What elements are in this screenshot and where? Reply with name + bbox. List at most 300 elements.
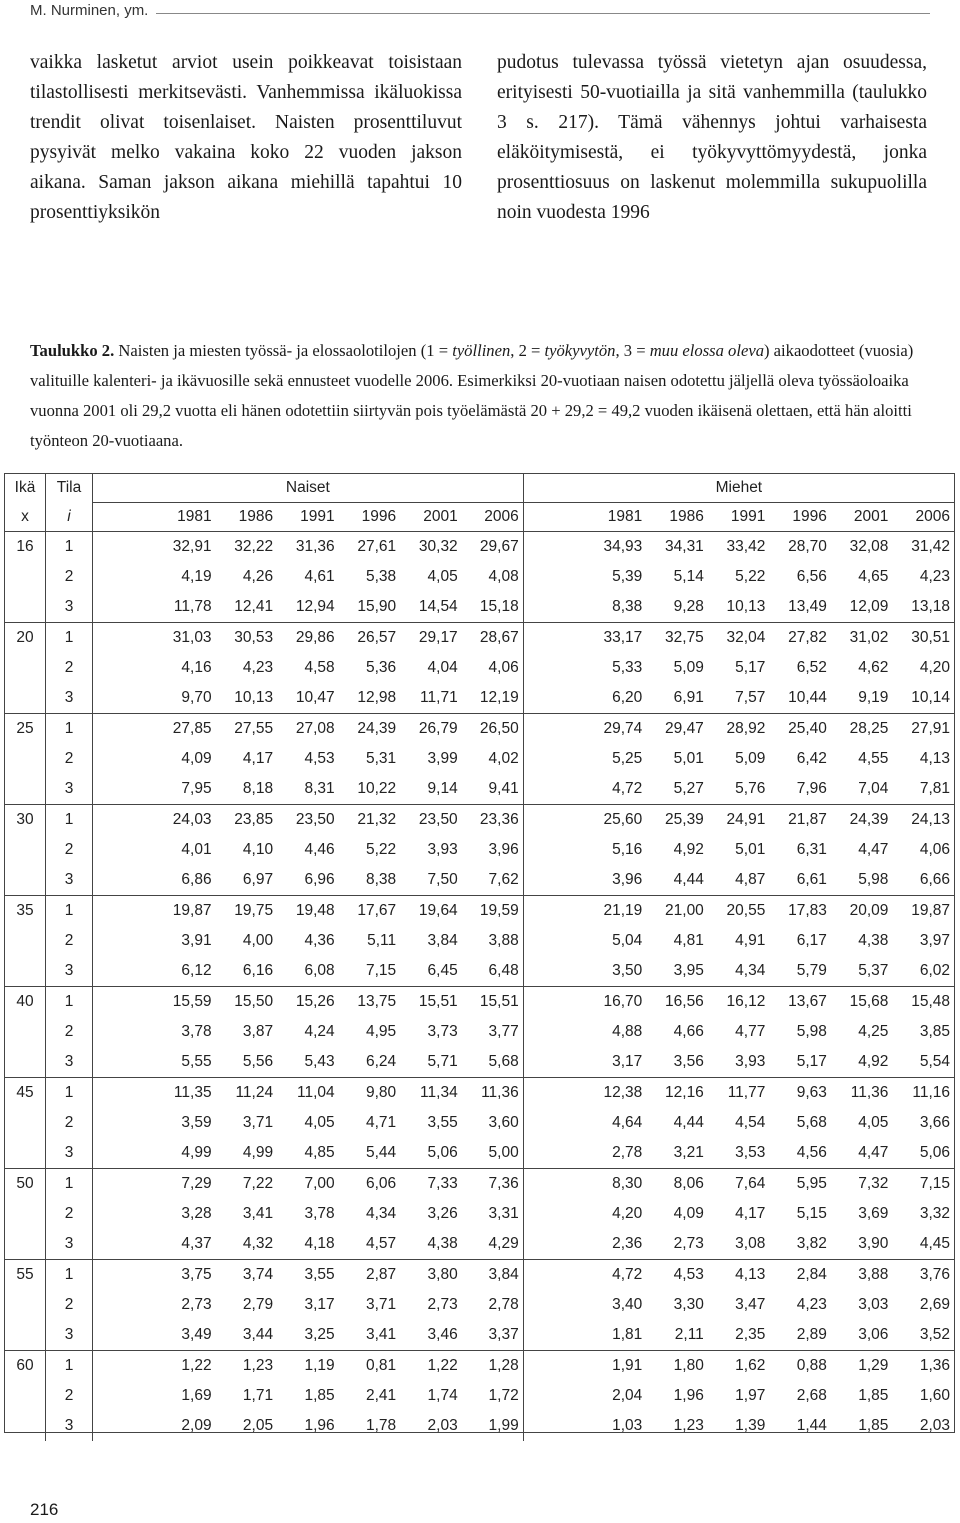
row-state: 3	[46, 1047, 93, 1078]
cell-women-2006: 5,68	[462, 1047, 524, 1078]
cell-men-2001: 7,32	[831, 1169, 893, 1200]
row-age: 30	[5, 805, 46, 836]
table-row	[5, 1260, 954, 1291]
cell-women-1996: 2,41	[365, 1387, 397, 1404]
cell-men-1981: 1,91	[585, 1351, 647, 1382]
cell-men-2006: 31,42	[892, 532, 954, 563]
cell-gap	[523, 1199, 585, 1229]
cell-men-1996: 5,68	[796, 1114, 827, 1131]
data-table	[5, 474, 954, 1441]
cell-men-1996: 25,40	[769, 714, 831, 745]
cell-men-2006: 2,03	[919, 1417, 950, 1434]
cell-gap	[523, 865, 585, 896]
cell-women-1986: 4,23	[242, 659, 274, 676]
cell-men-1981: 21,19	[585, 896, 647, 927]
cell-women-1991: 10,47	[295, 689, 335, 706]
row-state: 3	[46, 865, 93, 896]
cell-men-1986: 8,06	[646, 1169, 708, 1200]
cell-men-2006: 30,51	[892, 623, 954, 654]
cell-men-1991: 10,13	[726, 598, 766, 615]
header-year-women-1986: 1986	[238, 508, 274, 525]
cell-gap	[523, 1290, 585, 1320]
cell-gap	[523, 1320, 585, 1351]
cell-men-1986: 2,73	[673, 1235, 704, 1252]
cell-men-2001: 4,47	[858, 841, 889, 858]
cell-women-1991: 1,19	[277, 1351, 339, 1382]
cell-gap	[93, 1290, 155, 1320]
row-state: 1	[46, 1169, 93, 1200]
cell-men-2001: 4,65	[858, 568, 889, 585]
cell-women-2006: 11,36	[462, 1078, 524, 1109]
cell-women-1991: 23,50	[277, 805, 339, 836]
row-age	[5, 1411, 46, 1441]
row-age: 20	[5, 623, 46, 654]
cell-women-1986: 3,44	[242, 1326, 274, 1343]
cell-gap	[93, 1199, 155, 1229]
cell-women-1996: 12,98	[357, 689, 397, 706]
cell-men-1986: 16,56	[646, 987, 708, 1018]
cell-men-1981: 3,50	[612, 962, 643, 979]
cell-women-1996: 5,31	[365, 750, 397, 767]
cell-men-1996: 28,70	[769, 532, 831, 563]
row-age: 40	[5, 987, 46, 1018]
cell-men-1981: 8,30	[585, 1169, 647, 1200]
cell-women-1981: 3,91	[181, 932, 212, 949]
cell-women-1981: 2,09	[181, 1417, 212, 1434]
cell-men-1996: 21,87	[769, 805, 831, 836]
cell-women-2001: 26,79	[400, 714, 462, 745]
cell-women-1991: 29,86	[277, 623, 339, 654]
running-head-rule	[30, 13, 930, 14]
cell-men-1991: 3,47	[735, 1296, 766, 1313]
cell-women-1996: 3,71	[365, 1296, 397, 1313]
cell-men-1991: 4,17	[735, 1205, 766, 1222]
cell-gap	[523, 1169, 585, 1200]
cell-men-2001: 3,69	[858, 1205, 889, 1222]
cell-women-1991: 4,53	[304, 750, 335, 767]
cell-men-1981: 4,72	[612, 780, 643, 797]
cell-men-1991: 1,39	[735, 1417, 766, 1434]
cell-women-2006: 2,78	[462, 1290, 524, 1320]
cell-women-1991: 6,08	[304, 962, 335, 979]
cell-women-2006: 4,29	[462, 1229, 524, 1260]
header-year-men-1986: 1986	[669, 508, 704, 525]
cell-women-1986: 32,22	[216, 532, 278, 563]
cell-women-1986: 23,85	[216, 805, 278, 836]
cell-men-1981: 4,72	[585, 1260, 647, 1291]
cell-women-1991: 4,61	[304, 568, 335, 585]
cell-men-2001: 3,06	[858, 1326, 889, 1343]
cell-men-1981: 29,74	[585, 714, 647, 745]
cell-women-1991: 3,55	[277, 1260, 339, 1291]
cell-men-1986: 4,81	[673, 932, 704, 949]
cell-women-1996: 27,61	[339, 532, 401, 563]
cell-men-1981: 5,39	[612, 568, 643, 585]
cell-men-1986: 1,80	[646, 1351, 708, 1382]
row-age: 50	[5, 1169, 46, 1200]
cell-women-1991: 31,36	[277, 532, 339, 563]
table-row	[5, 1199, 954, 1229]
cell-women-1991: 4,05	[304, 1114, 335, 1131]
row-state: 2	[46, 744, 93, 774]
cell-women-2001: 9,14	[427, 780, 458, 797]
table-row	[5, 1108, 954, 1138]
table-row	[5, 1381, 954, 1411]
cell-women-1981: 7,29	[154, 1169, 216, 1200]
cell-women-1996: 13,75	[339, 987, 401, 1018]
cell-gap	[523, 1108, 585, 1138]
cell-men-1996: 5,79	[796, 962, 827, 979]
row-age: 35	[5, 896, 46, 927]
cell-women-1981: 3,49	[181, 1326, 212, 1343]
cell-women-1996: 6,06	[339, 1169, 401, 1200]
header-year-men-1996: 1996	[792, 508, 827, 525]
cell-women-1991: 1,96	[304, 1417, 335, 1434]
cell-men-2006: 3,32	[919, 1205, 950, 1222]
cell-gap	[93, 956, 155, 987]
row-state: 3	[46, 1229, 93, 1260]
cell-gap	[93, 1229, 155, 1260]
cell-gap	[93, 1169, 155, 1200]
cell-women-2001: 5,06	[427, 1144, 458, 1161]
cell-men-1981: 3,96	[612, 871, 643, 888]
cell-gap	[523, 896, 585, 927]
cell-women-1991: 11,04	[277, 1078, 339, 1109]
cell-women-2006: 3,84	[462, 1260, 524, 1291]
cell-men-1981: 34,93	[585, 532, 647, 563]
cell-women-2006: 3,37	[462, 1320, 524, 1351]
cell-men-1986: 5,27	[673, 780, 704, 797]
cell-women-1991: 1,85	[304, 1387, 335, 1404]
cell-women-1981: 32,91	[154, 532, 216, 563]
cell-women-2006: 7,36	[462, 1169, 524, 1200]
row-state: 2	[46, 562, 93, 592]
table-row	[5, 865, 954, 896]
cell-men-1991: 20,55	[708, 896, 770, 927]
cell-men-2006: 1,60	[919, 1387, 950, 1404]
cell-men-2006: 4,13	[919, 750, 950, 767]
cell-women-2001: 2,73	[427, 1296, 458, 1313]
row-state: 3	[46, 774, 93, 805]
cell-women-2001: 3,93	[427, 841, 458, 858]
cell-women-1981: 3,59	[181, 1114, 212, 1131]
table-row	[5, 805, 954, 836]
cell-men-1981: 5,16	[612, 841, 643, 858]
row-age	[5, 1047, 46, 1078]
header-year-men-2006: 2006	[915, 508, 950, 525]
cell-men-2001: 32,08	[831, 532, 893, 563]
cell-women-2006: 4,06	[462, 653, 524, 683]
cell-women-1996: 9,80	[339, 1078, 401, 1109]
table-row	[5, 896, 954, 927]
row-age	[5, 562, 46, 592]
cell-gap	[523, 683, 585, 714]
cell-men-2006: 2,69	[919, 1296, 950, 1313]
cell-women-1996: 4,57	[365, 1235, 397, 1252]
page-number: 216	[30, 1500, 59, 1519]
cell-women-2001: 2,03	[427, 1417, 458, 1434]
header-gap-men	[523, 503, 585, 532]
row-state: 2	[46, 1108, 93, 1138]
cell-gap	[523, 562, 585, 592]
row-age	[5, 1320, 46, 1351]
cell-men-1996: 13,67	[769, 987, 831, 1018]
cell-men-1986: 6,91	[673, 689, 704, 706]
cell-men-1991: 4,34	[735, 962, 766, 979]
cell-gap	[93, 1108, 155, 1138]
row-state: 3	[46, 592, 93, 623]
cell-women-2006: 12,19	[462, 683, 524, 714]
row-age	[5, 1381, 46, 1411]
cell-women-2001: 1,74	[427, 1387, 458, 1404]
cell-women-1986: 4,10	[242, 841, 274, 858]
cell-women-1981: 4,16	[181, 659, 212, 676]
row-age	[5, 592, 46, 623]
cell-women-2001: 3,26	[427, 1205, 458, 1222]
cell-women-1996: 5,36	[365, 659, 397, 676]
cell-women-1986: 12,41	[234, 598, 274, 615]
cell-men-2001: 1,85	[858, 1387, 889, 1404]
cell-men-1981: 2,36	[612, 1235, 643, 1252]
cell-women-1991: 4,24	[304, 1023, 335, 1040]
table-row	[5, 1169, 954, 1200]
table-row	[5, 1320, 954, 1351]
cell-men-1996: 1,44	[796, 1417, 827, 1434]
cell-men-1991: 2,35	[735, 1326, 766, 1343]
cell-women-1996: 1,78	[365, 1417, 397, 1434]
cell-women-2001: 6,45	[427, 962, 458, 979]
cell-women-1996: 10,22	[357, 780, 397, 797]
cell-men-2001: 3,90	[858, 1235, 889, 1252]
caption-state-1: työllinen	[452, 341, 511, 360]
cell-men-1981: 5,33	[612, 659, 643, 676]
header-year-women-2006: 2006	[462, 503, 524, 532]
cell-men-1991: 4,54	[735, 1114, 766, 1131]
cell-gap	[523, 653, 585, 683]
cell-gap	[523, 1351, 585, 1382]
cell-women-2001: 11,71	[420, 689, 458, 706]
cell-gap	[93, 1078, 155, 1109]
cell-women-2006: 26,50	[462, 714, 524, 745]
cell-men-2006: 7,81	[919, 780, 950, 797]
cell-gap	[523, 592, 585, 623]
cell-men-2001: 1,85	[858, 1417, 889, 1434]
header-age: Ikä	[5, 474, 46, 503]
cell-women-1996: 2,87	[339, 1260, 401, 1291]
cell-men-2001: 15,68	[831, 987, 893, 1018]
row-age	[5, 956, 46, 987]
cell-men-1981: 2,04	[612, 1387, 643, 1404]
cell-women-2006: 5,00	[462, 1138, 524, 1169]
cell-gap	[523, 1381, 585, 1411]
cell-gap	[93, 1047, 155, 1078]
right-text-column	[497, 48, 927, 228]
cell-men-1991: 4,91	[735, 932, 766, 949]
cell-men-1981: 4,88	[612, 1023, 643, 1040]
cell-men-2006: 4,20	[919, 659, 950, 676]
cell-men-1986: 25,39	[646, 805, 708, 836]
cell-men-2001: 20,09	[831, 896, 893, 927]
cell-women-1996: 17,67	[339, 896, 401, 927]
cell-women-2001: 30,32	[400, 532, 462, 563]
cell-men-1986: 5,01	[673, 750, 704, 767]
cell-women-2001: 7,33	[400, 1169, 462, 1200]
cell-women-2001: 19,64	[400, 896, 462, 927]
cell-women-1996: 4,34	[365, 1205, 397, 1222]
cell-women-1996: 5,44	[365, 1144, 397, 1161]
cell-men-1996: 5,17	[796, 1053, 827, 1070]
cell-women-1991: 7,00	[277, 1169, 339, 1200]
cell-women-2001: 3,99	[427, 750, 458, 767]
header-year-women-2001: 2001	[423, 508, 458, 525]
caption-text-2: , 2 =	[510, 341, 545, 360]
cell-women-2001: 5,71	[427, 1053, 458, 1070]
cell-women-2006: 28,67	[462, 623, 524, 654]
cell-women-1986: 2,05	[242, 1417, 274, 1434]
cell-men-1981: 1,03	[612, 1417, 643, 1434]
cell-women-1981: 1,22	[154, 1351, 216, 1382]
cell-men-1991: 4,87	[735, 871, 766, 888]
row-age	[5, 1138, 46, 1169]
header-year-men-1981: 1981	[607, 508, 643, 525]
table-row	[5, 1017, 954, 1047]
row-state: 2	[46, 1381, 93, 1411]
cell-gap	[93, 1320, 155, 1351]
cell-women-1986: 5,56	[242, 1053, 274, 1070]
header-year-women-1991: 1991	[300, 508, 335, 525]
cell-women-1986: 6,97	[242, 871, 274, 888]
cell-men-1991: 1,62	[708, 1351, 770, 1382]
table-row	[5, 835, 954, 865]
cell-women-1986: 4,99	[242, 1144, 274, 1161]
cell-women-1981: 9,70	[181, 689, 212, 706]
cell-women-2001: 3,46	[427, 1326, 458, 1343]
cell-women-1991: 27,08	[277, 714, 339, 745]
cell-men-1986: 4,53	[646, 1260, 708, 1291]
row-state: 2	[46, 1290, 93, 1320]
row-state: 3	[46, 683, 93, 714]
cell-women-1986: 4,17	[242, 750, 274, 767]
row-state: 1	[46, 805, 93, 836]
cell-men-2001: 7,04	[858, 780, 889, 797]
cell-women-1981: 11,35	[154, 1078, 216, 1109]
header-year-women-1996: 1996	[361, 508, 397, 525]
cell-women-2001: 23,50	[400, 805, 462, 836]
cell-gap	[523, 774, 585, 805]
cell-men-2006: 4,23	[919, 568, 950, 585]
running-head	[30, 2, 930, 24]
cell-gap	[523, 987, 585, 1018]
row-state: 2	[46, 1199, 93, 1229]
table-body	[5, 532, 954, 1442]
table-row	[5, 1047, 954, 1078]
cell-women-1981: 4,99	[181, 1144, 212, 1161]
cell-women-2006: 3,96	[462, 835, 524, 865]
cell-men-1981: 33,17	[585, 623, 647, 654]
cell-men-1986: 21,00	[646, 896, 708, 927]
cell-men-1996: 6,52	[796, 659, 827, 676]
cell-men-2006: 3,66	[919, 1114, 950, 1131]
cell-women-1991: 4,36	[304, 932, 335, 949]
cell-women-1996: 5,38	[365, 568, 397, 585]
cell-women-1996: 0,81	[339, 1351, 401, 1382]
row-state: 1	[46, 532, 93, 563]
cell-women-2001: 11,34	[400, 1078, 462, 1109]
cell-women-2001: 4,05	[427, 568, 458, 585]
cell-men-1986: 5,14	[673, 568, 704, 585]
cell-men-1981: 6,20	[612, 689, 643, 706]
row-age	[5, 1290, 46, 1320]
cell-women-1996: 7,15	[365, 962, 397, 979]
left-text-column	[30, 48, 462, 228]
cell-women-1981: 31,03	[154, 623, 216, 654]
cell-men-1996: 9,63	[769, 1078, 831, 1109]
cell-men-2001: 12,09	[849, 598, 889, 615]
row-age	[5, 774, 46, 805]
caption-text-3: , 3 =	[615, 341, 650, 360]
caption-state-3: muu elossa oleva	[649, 341, 764, 360]
cell-women-2001: 7,50	[427, 871, 458, 888]
row-state: 3	[46, 1138, 93, 1169]
cell-men-1991: 7,64	[708, 1169, 770, 1200]
cell-men-1991: 11,77	[708, 1078, 770, 1109]
cell-men-1991: 5,22	[735, 568, 766, 585]
cell-men-1981: 2,78	[612, 1144, 643, 1161]
table-row	[5, 926, 954, 956]
cell-men-1991: 1,97	[735, 1387, 766, 1404]
cell-gap	[93, 562, 155, 592]
cell-women-1991: 3,17	[304, 1296, 335, 1313]
row-age: 25	[5, 714, 46, 745]
cell-men-2001: 24,39	[831, 805, 893, 836]
cell-women-1991: 4,18	[304, 1235, 335, 1252]
cell-men-1996: 5,95	[769, 1169, 831, 1200]
header-age-symbol: x	[5, 503, 46, 532]
cell-women-1981: 5,55	[181, 1053, 212, 1070]
cell-men-1996: 7,96	[796, 780, 827, 797]
cell-gap	[523, 1260, 585, 1291]
cell-men-1986: 1,23	[673, 1417, 704, 1434]
table-header-row-groups	[5, 474, 954, 503]
cell-gap	[523, 1411, 585, 1441]
cell-women-2006: 4,08	[462, 562, 524, 592]
cell-gap	[93, 744, 155, 774]
cell-women-1981: 2,73	[181, 1296, 212, 1313]
cell-women-2001: 29,17	[400, 623, 462, 654]
cell-men-1981: 3,40	[612, 1296, 643, 1313]
cell-men-1981: 25,60	[585, 805, 647, 836]
cell-women-2001: 3,84	[427, 932, 458, 949]
cell-women-1981: 27,85	[154, 714, 216, 745]
cell-women-1986: 27,55	[216, 714, 278, 745]
cell-men-1981: 3,17	[612, 1053, 643, 1070]
cell-men-2006: 4,06	[919, 841, 950, 858]
cell-women-2001: 4,04	[427, 659, 458, 676]
cell-women-1991: 3,78	[304, 1205, 335, 1222]
cell-men-1986: 5,09	[673, 659, 704, 676]
cell-women-1986: 3,74	[216, 1260, 278, 1291]
cell-women-1981: 3,75	[154, 1260, 216, 1291]
cell-men-2006: 6,02	[919, 962, 950, 979]
cell-men-2001: 4,25	[858, 1023, 889, 1040]
cell-gap	[93, 865, 155, 896]
cell-men-1981: 8,38	[612, 598, 643, 615]
cell-women-1996: 24,39	[339, 714, 401, 745]
cell-men-1991: 32,04	[708, 623, 770, 654]
header-year-men-1991: 1991	[730, 508, 766, 525]
cell-women-2006: 9,41	[462, 774, 524, 805]
cell-women-1981: 4,09	[181, 750, 212, 767]
